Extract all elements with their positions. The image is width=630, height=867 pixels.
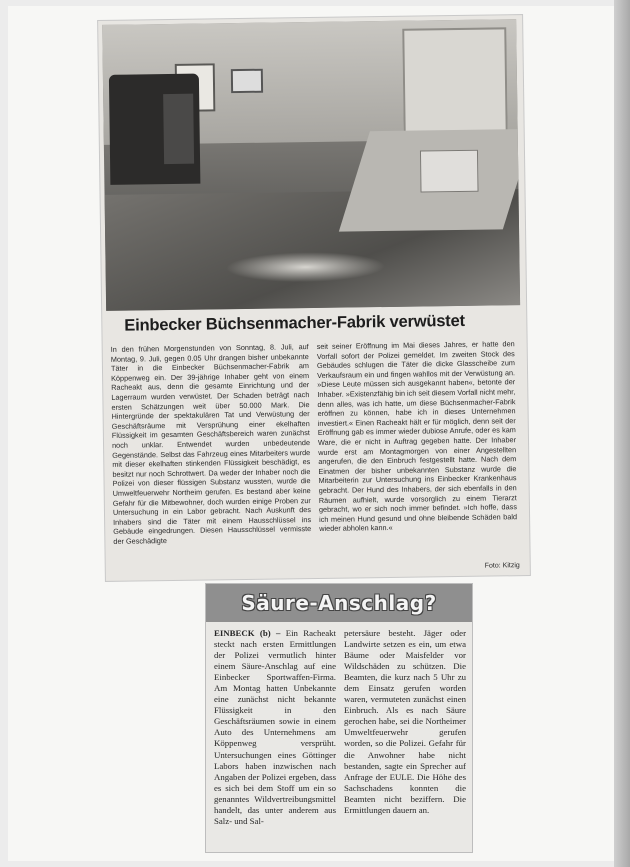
photo-debris	[225, 251, 385, 283]
article2-kicker-banner	[206, 584, 472, 622]
article1-column-right: seit seiner Eröffnung im Mai dieses Jahres, er hatte den Vorfall sofort der Polizei gemeldet. Im zweiten Stock des Gebäudes schlugen die Täter die dicke Glasscheibe zum Verkaufsraum ein und fingen wahllos mit der Verwüstung an. »Diese Leute müssen sich ausgekannt haben«, betonte der Inhaber. »Existenzfähig bin ich seit diesem Vorfall nicht mehr, denn alles, was ich hatte, um diese Büchsenmacher-Fabrik eröffnen zu können, habe ich in dieses Unternehmen investiert.« Einen Racheakt hält er für möglich, denn seit der Eröffnung gab es immer wieder dubiose Anrufe, oder es kam Ware, die er nicht in Auftrag gegeben hatte. Der Inhaber wurde erst am Montagmorgen von einer Angestellten angerufen, die den Einbruch festgestellt hatte. Nach dem Einatmen der bisher unbekannten Substanz wurde die Mitarbeiterin zur Untersuchung ins Einbecker Krankenhaus gebracht. Der Hund des Inhabers, der sich ebenfalls in den Räumen aufhielt, wurde vorsorglich zu einem Tierarzt gebracht, wo er sich noch immer befindet. »Ich hoffe, dass ich meinen Hund gesund und ohne bleibende Schäden bald wieder abholen kann.«	[316, 339, 518, 534]
photo-credit: Foto: Kitzig	[484, 562, 520, 570]
article2-dateline: EINBECK (b) –	[214, 628, 281, 638]
article2-column-left-text: Ein Racheakt steckt nach ersten Ermittlungen der Polizei vermutlich hinter einem Säure-Anschlag auf eine Einbecker Sportwaffen-Firma. Am Montag hatten Unbekannte eine zunächst nicht bekannte Flüssigkeit in den Geschäftsräumen sowie in einem Auto des Unternehmens am Köppenweg versprüht. Untersuchungen eines Göttinger Labors haben inzwischen nach Angaben der Polizei ergeben, dass es sich bei dem Stoff um ein so genanntes Wildvertreibungsmittel handelt, das unter anderem aus Salz- und Sal-	[214, 628, 336, 826]
clipping-saeure-anschlag	[206, 584, 472, 852]
article2-kicker: Säure-Anschlag?	[241, 591, 437, 615]
article-photo-vandalized-shop	[102, 19, 520, 311]
article1-column-left: In den frühen Morgenstunden von Sonntag, 8. Juli, auf Montag, 9. Juli, gegen 0.05 Uhr drangen bisher unbekannte Täter in die Einbecker Büchsenmacher-Fabrik am Köppenweg ein. Der 39-jährige Inhaber geht von einem Racheakt aus, denn die gesamte Einrichtung und der Lagerraum wurden verwüstet. Der Schaden beträgt nach ersten Schätzungen weit über 50.000 Mark. Die Hintergründe der spektakulären Tat und Verwüstung der Geschäftsräume mit Versprühung einer ekelhaften Flüssigkeit im gesamten Geschäftsbereich waren zunächst noch unklar. Entwendet wurden unbedeutende Gegenstände. Selbst das Fahrzeug eines Mitarbeiters wurde mit dieser ekelhaften stinkenden Flüssigkeit beschädigt, es besitzt nur noch Schrottwert. Da weder der Inhaber noch die Polizei von dieser flüssigen Substanz wussten, wurde die Umweltfeuerwehr Northeim gerufen. Es bestand aber keine Gefahr für die Mitbewohner, doch wurden einige Proben zur Untersuchung in ein Labor gebracht. Nach Auskunft des Inhabers sind die Täter mit einem Hausschlüssel ins Gebäude eingedrungen. Diesen Hausschlüssel vermisste der Geschädigte	[110, 342, 312, 546]
article1-body	[111, 339, 522, 577]
photo-box	[420, 150, 479, 193]
photo-wall-frame	[231, 69, 263, 93]
photo-shelf	[402, 27, 508, 142]
scanner-edge-shadow	[614, 0, 630, 867]
article2-column-left	[214, 628, 336, 848]
article2-column-right: petersäure besteht. Jäger oder Landwirte setzen es ein, um etwa Bäume oder Maisfelder vor Wildschäden zu schützen. Die Beamten, die kurz nach 5 Uhr zu dem Einsatz gerufen worden waren, vermuteten zunächst einen Einbruch. Als es nach Säure gerochen habe, sei die Northeimer Umweltfeuerwehr gerufen worden, so die Polizei. Gefahr für die Anwohner habe nicht bestanden, sagte ein Sprecher auf Anfrage der EULE. Die Höhe des Sachschadens konnten die Beamten nicht beziffern. Die Ermittlungen dauern an.	[344, 628, 466, 815]
article2-body	[214, 628, 466, 848]
article1-headline: Einbecker Büchsenmacher-Fabrik verwüstet	[124, 311, 465, 335]
clipping-fabrik-verwuestet	[98, 15, 530, 581]
photo-clothes-rack	[163, 94, 194, 164]
